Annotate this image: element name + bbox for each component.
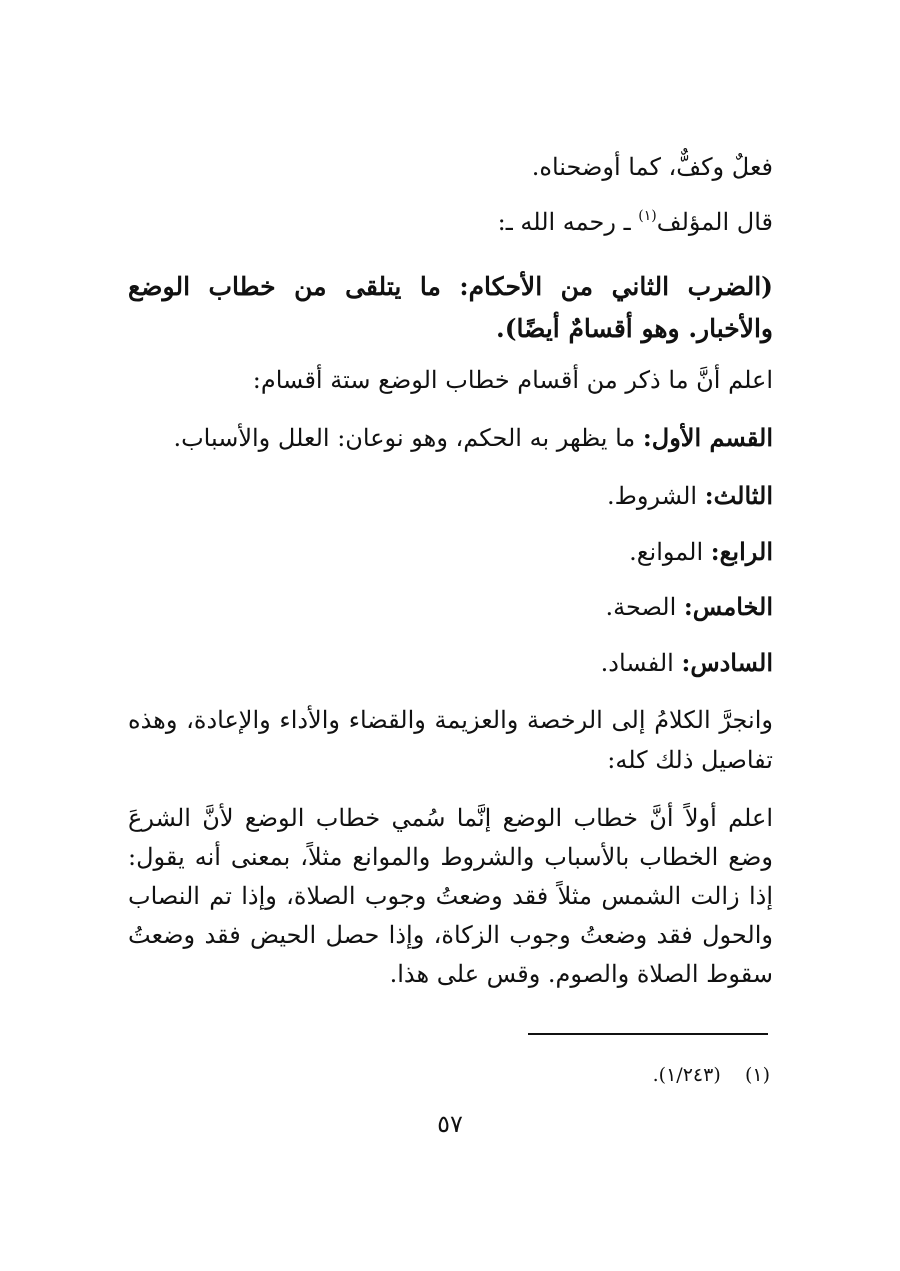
explanation-paragraph — [128, 799, 773, 994]
section-fourth-label: الرابع: — [710, 537, 773, 566]
section-third — [128, 478, 773, 514]
author-said-line — [128, 204, 773, 240]
explanation-text: اعلم أولاً أنَّ خطاب الوضع إنَّما سُمي خطاب الوضع لأنَّ الشرعَ وضع الخطاب بالأسباب والشروط والموانع مثلاً، بمعنى أنه يقول: إذا زالت الشمس مثلاً فقد وضعتُ وجوب الصلاة، وإذا تم النصاب والحول فقد وضعتُ وجوب الزكاة، وإذا حصل الحيض فقد وضعتُ سقوط الصلاة والصوم. وقس على هذا. — [128, 804, 773, 988]
continuation-line — [128, 149, 773, 185]
intro-line — [128, 362, 773, 398]
section-fifth-text: الصحة. — [605, 593, 684, 621]
section-third-text: الشروط. — [607, 482, 705, 510]
author-said-prayer: ـ رحمه الله ـ: — [497, 208, 639, 236]
section-fourth-text: الموانع. — [629, 538, 711, 566]
section-first-label: القسم الأول: — [642, 423, 773, 452]
section-sixth-text: الفساد. — [600, 649, 682, 677]
section-fifth — [128, 589, 773, 625]
matn-quote — [128, 266, 773, 350]
continuation-text: فعلٌ وكفٌّ، كما أوضحناه. — [531, 153, 773, 181]
section-sixth — [128, 645, 773, 681]
section-first — [128, 420, 773, 456]
footnote-text: (١/٢٤٣). — [652, 1064, 721, 1086]
footnote-separator — [528, 1033, 768, 1035]
transition-paragraph — [128, 700, 773, 780]
section-fifth-label: الخامس: — [683, 592, 773, 621]
footnote — [500, 1060, 770, 1090]
transition-text: وانجرَّ الكلامُ إلى الرخصة والعزيمة والقضاء والأداء والإعادة، وهذه تفاصيل ذلك كله: — [128, 706, 773, 774]
intro-text: اعلم أنَّ ما ذكر من أقسام خطاب الوضع ستة أقسام: — [252, 366, 773, 394]
section-first-text: ما يظهر به الحكم، وهو نوعان: العلل والأسباب. — [173, 424, 643, 452]
author-said-text: قال المؤلف — [656, 208, 773, 236]
page-number: ٥٧ — [437, 1110, 463, 1138]
section-third-label: الثالث: — [704, 481, 773, 510]
section-fourth — [128, 534, 773, 570]
section-sixth-label: السادس: — [681, 648, 773, 677]
matn-quote-text: (الضرب الثاني من الأحكام: ما يتلقى من خطاب الوضع والأخبار. وهو أقسامٌ أيضًا). — [128, 272, 773, 343]
footnote-reference: (١) — [638, 208, 657, 224]
footnote-marker: (١) — [744, 1064, 770, 1086]
